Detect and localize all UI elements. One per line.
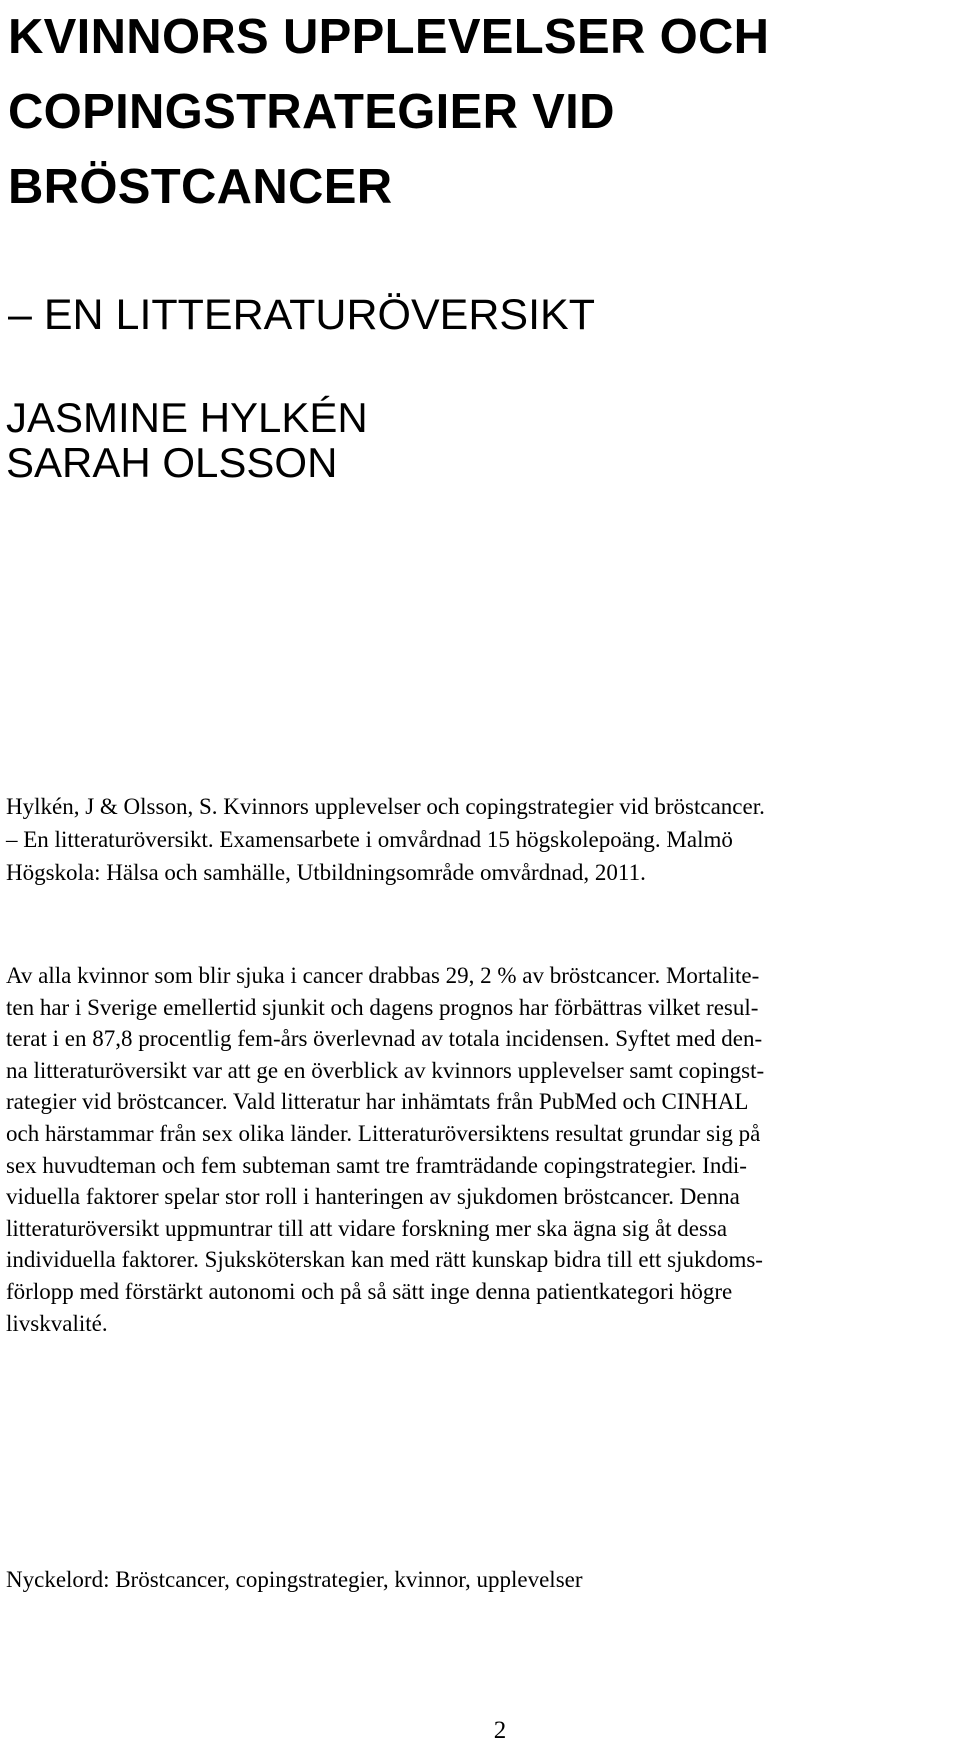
abstract-paragraph — [6, 960, 956, 1339]
reference-line: Hylkén, J & Olsson, S. Kvinnors upplevelser och copingstrategier vid bröstcancer. — [6, 794, 765, 819]
author-list — [6, 395, 368, 485]
document-subtitle: – EN LITTERATURÖVERSIKT — [8, 291, 595, 339]
abstract-line: sex huvudteman och fem subteman samt tre framträdande copingstrategier. Indi- — [6, 1152, 747, 1178]
citation-reference — [6, 790, 956, 889]
author-name: SARAH OLSSON — [6, 439, 338, 486]
page-number — [0, 1716, 960, 1746]
page-number-text: 2 — [493, 1717, 507, 1744]
reference-line: Högskola: Hälsa och samhälle, Utbildningsområde omvårdnad, 2011. — [6, 860, 646, 885]
abstract-line: litteraturöversikt uppmuntrar till att vidare forskning mer ska ägna sig åt dessa — [6, 1215, 728, 1241]
abstract-line: individuella faktorer. Sjuksköterskan kan med rätt kunskap bidra till ett sjukdoms- — [6, 1247, 763, 1273]
abstract-line: viduella faktorer spelar stor roll i hanteringen av sjukdomen bröstcancer. Denna — [6, 1184, 740, 1210]
abstract-line: ten har i Sverige emellertid sjunkit och dagens prognos har förbättras vilket resul- — [6, 994, 759, 1020]
abstract-line: förlopp med förstärkt autonomi och på så sätt inge denna patientkategori högre — [6, 1278, 733, 1304]
abstract-line: rategier vid bröstcancer. Vald litteratur har inhämtats från PubMed och CINHAL — [6, 1089, 749, 1115]
abstract-line: livskvalité. — [6, 1310, 108, 1336]
reference-line: – En litteraturöversikt. Examensarbete i omvårdnad 15 högskolepoäng. Malmö — [6, 827, 733, 852]
author-name: JASMINE HYLKÉN — [6, 394, 368, 441]
document-title — [8, 0, 769, 225]
title-line: BRÖSTCANCER — [8, 160, 393, 214]
abstract-line: Av alla kvinnor som blir sjuka i cancer drabbas 29, 2 % av bröstcancer. Mortalite- — [6, 963, 760, 988]
abstract-line: terat i en 87,8 procentlig fem-års överlevnad av totala incidensen. Syftet med den- — [6, 1026, 763, 1052]
abstract-line: na litteraturöversikt var att ge en överblick av kvinnors upplevelser samt copingst- — [6, 1057, 765, 1083]
abstract-line: och härstammar från sex olika länder. Litteraturöversiktens resultat grundar sig på — [6, 1120, 761, 1146]
keywords-line: Nyckelord: Bröstcancer, copingstrategier, kvinnor, upplevelser — [6, 1567, 583, 1592]
title-line: KVINNORS UPPLEVELSER OCH — [8, 10, 770, 64]
title-line: COPINGSTRATEGIER VID — [8, 85, 615, 139]
